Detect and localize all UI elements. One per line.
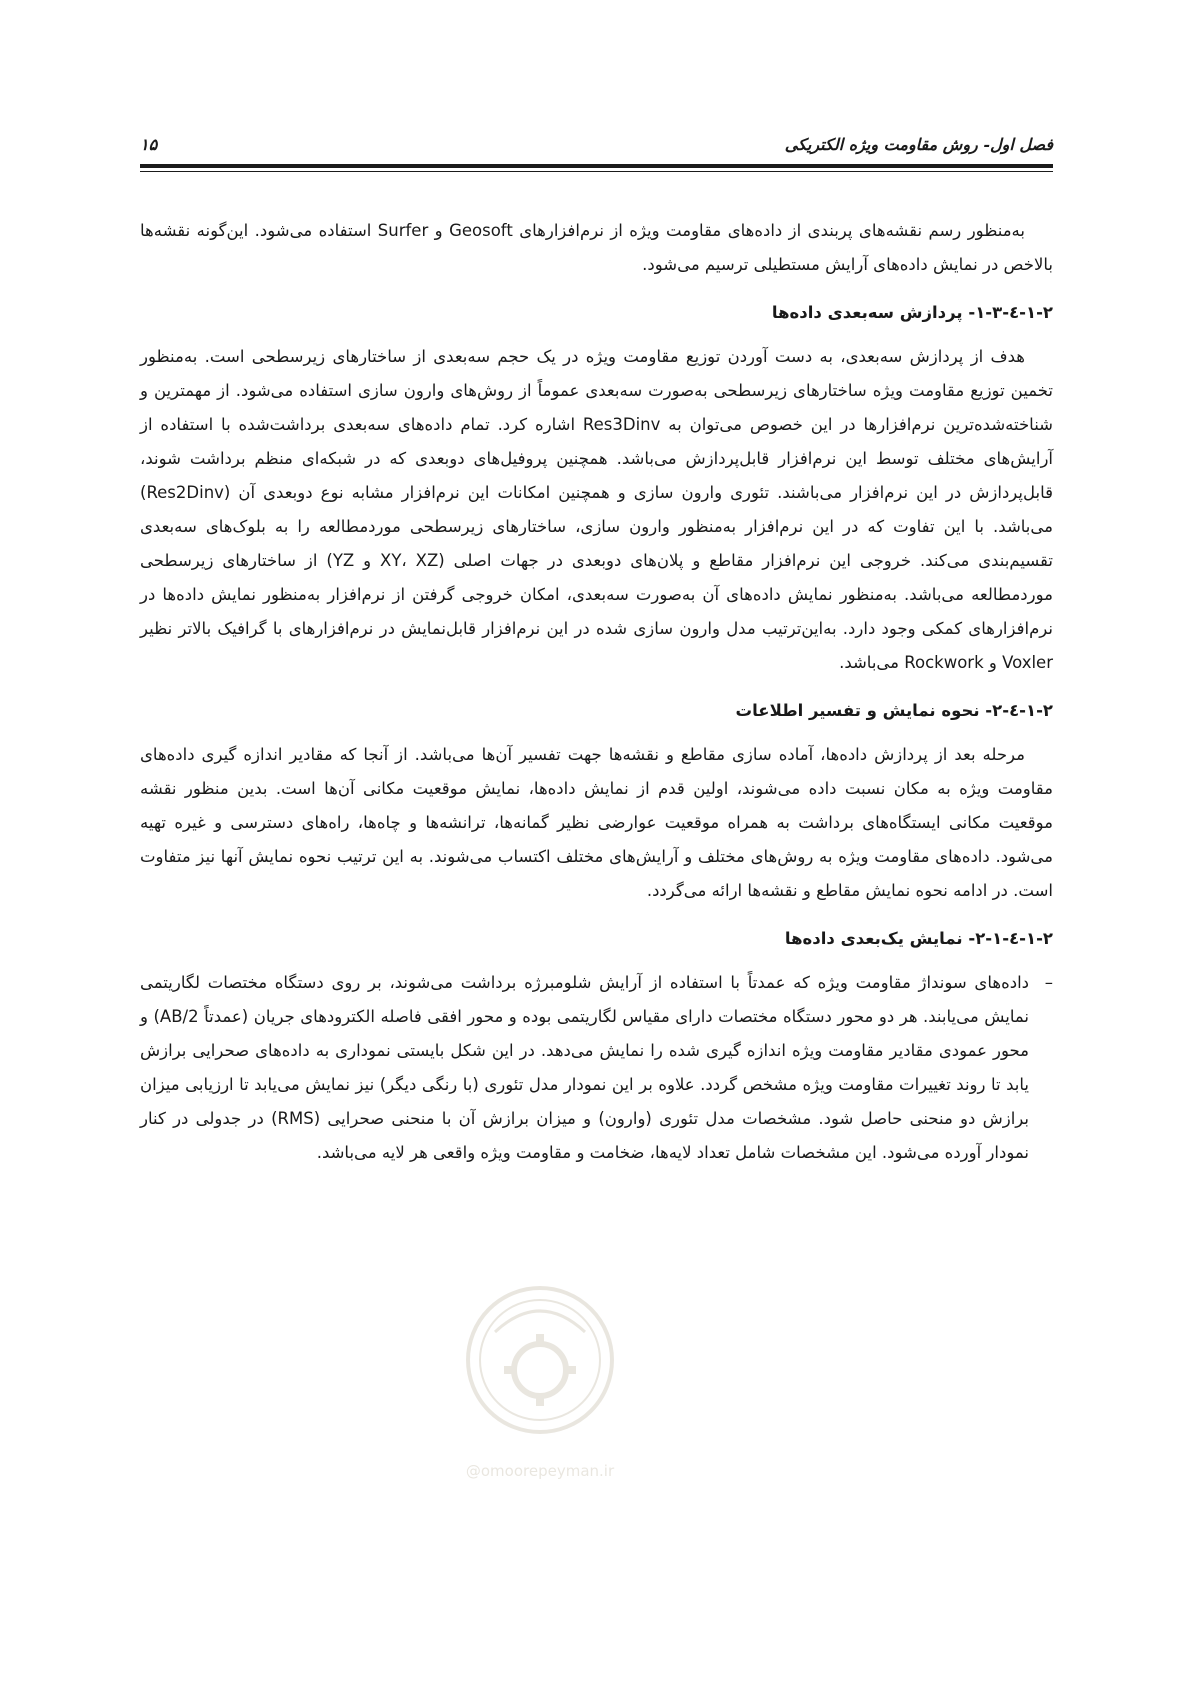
watermark-seal-icon xyxy=(455,1270,625,1450)
section-heading-1d-display: ۱-۲-٤-۲-۱- نمایش یک‌بعدی داده‌ها xyxy=(784,929,1053,948)
list-item xyxy=(140,966,1053,1170)
page-number: ۱۵ xyxy=(140,134,158,154)
bullet-dash: – xyxy=(1044,973,1053,992)
bullet-list xyxy=(140,966,1053,1170)
body-content xyxy=(140,214,1053,1170)
header-rule-thin xyxy=(140,171,1053,172)
section-heading-display-interpretation: ۱-۲-٤-۲- نحوه نمایش و تفسیر اطلاعات xyxy=(735,701,1053,720)
section-heading-3d-processing: ۱-۲-٤-۱-۳- پردازش سه‌بعدی داده‌ها xyxy=(771,303,1053,322)
watermark-site-text: @omoorepeyman.ir xyxy=(465,1462,615,1480)
section-3d-processing-paragraph: هدف از پردازش سه‌بعدی، به دست آوردن توزیع مقاومت ویژه در یک حجم سه‌بعدی از ساختارهای زیرسطحی است. به‌منظور تخمین توزیع مقاومت ویژه ساختارهای زیرسطحی به‌صورت سه‌بعدی عموماً از روش‌های وارون سازی استفاده می‌شود. از مهمترین و شناخته‌شده‌ترین نرم‌افزارها در این خصوص می‌توان به Res3Dinv اشاره کرد. تمام داده‌های سه‌بعدی برداشت‌شده با استفاده از آرایش‌های مختلف توسط این نرم‌افزار قابل‌پردازش می‌باشد. همچنین پروفیل‌های دوبعدی که در شبکه‌ای منظم برداشت شوند، قابل‌پردازش در این نرم‌افزار می‌باشند. تئوری وارون سازی و همچنین امکانات این نرم‌افزار مشابه نوع دوبعدی آن (Res2Dinv) می‌باشد. با این تفاوت که در این نرم‌افزار به‌منظور وارون سازی، ساختارهای زیرسطحی موردمطالعه را به بلوک‌های سه‌بعدی تقسیم‌بندی می‌کند. خروجی این نرم‌افزار مقاطع و پلان‌های دوبعدی در جهات اصلی (XY، XZ و YZ) از ساختارهای زیرسطحی موردمطالعه می‌باشد. به‌منظور نمایش داده‌های آن به‌صورت سه‌بعدی، امکان خروجی گرفتن از نرم‌افزار به‌منظور نمایش داده‌ها در نرم‌افزارهای کمکی وجود دارد. به‌این‌ترتیب مدل وارون سازی شده در این نرم‌افزار قابل‌نمایش در نرم‌افزارهای با گرافیک بالاتر نظیر Voxler و Rockwork می‌باشد. xyxy=(140,347,1054,672)
header-rule-thick xyxy=(140,164,1053,168)
section-display-paragraph: مرحله بعد از پردازش داده‌ها، آماده سازی مقاطع و نقشه‌ها جهت تفسیر آن‌ها می‌باشد. از آنجا که مقادیر اندازه گیری داده‌های مقاومت ویژه به مکان نسبت داده می‌شوند، اولین قدم از نمایش داده‌ها، نمایش موقعیت مکانی آن‌ها است. بدین منظور نقشه موقعیت مکانی ایستگاه‌های برداشت به همراه موقعیت عوارضی نظیر گمانه‌ها، ترانشه‌ها و چاه‌ها، راه‌های دسترسی و غیره تهیه می‌شود. داده‌های مقاومت ویژه به روش‌های مختلف و آرایش‌های مختلف اکتساب می‌شوند. به این ترتیب نحوه نمایش آنها نیز متفاوت است. در ادامه نحوه نمایش مقاطع و نقشه‌ها ارائه می‌گردد. xyxy=(140,745,1053,900)
bullet-text: داده‌های سونداژ مقاومت ویژه که عمدتاً با استفاده از آرایش شلومبرژه برداشت می‌شوند، بر روی دستگاه مختصات لگاریتمی نمایش می‌یابند. هر دو محور دستگاه مختصات دارای مقیاس لگاریتمی بوده و محور افقی فاصله الکترودهای جریان (عمدتاً AB/2) و محور عمودی مقادیر مقاومت ویژه اندازه گیری شده را نمایش می‌دهد. در این شکل بایستی نموداری به داده‌های صحرایی برازش یابد تا روند تغییرات مقاومت ویژه مشخص گردد. علاوه بر این نمودار مدل تئوری (با رنگی دیگر) نیز نمایش می‌یابد تا ارزیابی میزان برازش دو منحنی حاصل شود. مشخصات مدل تئوری (وارون) و میزان برازش آن با منحنی صحرایی (RMS) در جدولی در کنار نمودار آورده می‌شود. این مشخصات شامل تعداد لایه‌ها، ضخامت و مقاومت ویژه واقعی هر لایه می‌باشد. xyxy=(140,973,1029,1162)
chapter-title: فصل اول- روش مقاومت ویژه الکتریکی xyxy=(784,134,1053,154)
running-header xyxy=(140,128,1053,160)
intro-paragraph: به‌منظور رسم نقشه‌های پربندی از داده‌های مقاومت ویژه از نرم‌افزارهای Geosoft و Surfer استفاده می‌شود. این‌گونه نقشه‌ها بالاخص در نمایش داده‌های آرایش مستطیلی ترسیم می‌شود. xyxy=(140,221,1053,274)
watermark xyxy=(455,1270,625,1480)
